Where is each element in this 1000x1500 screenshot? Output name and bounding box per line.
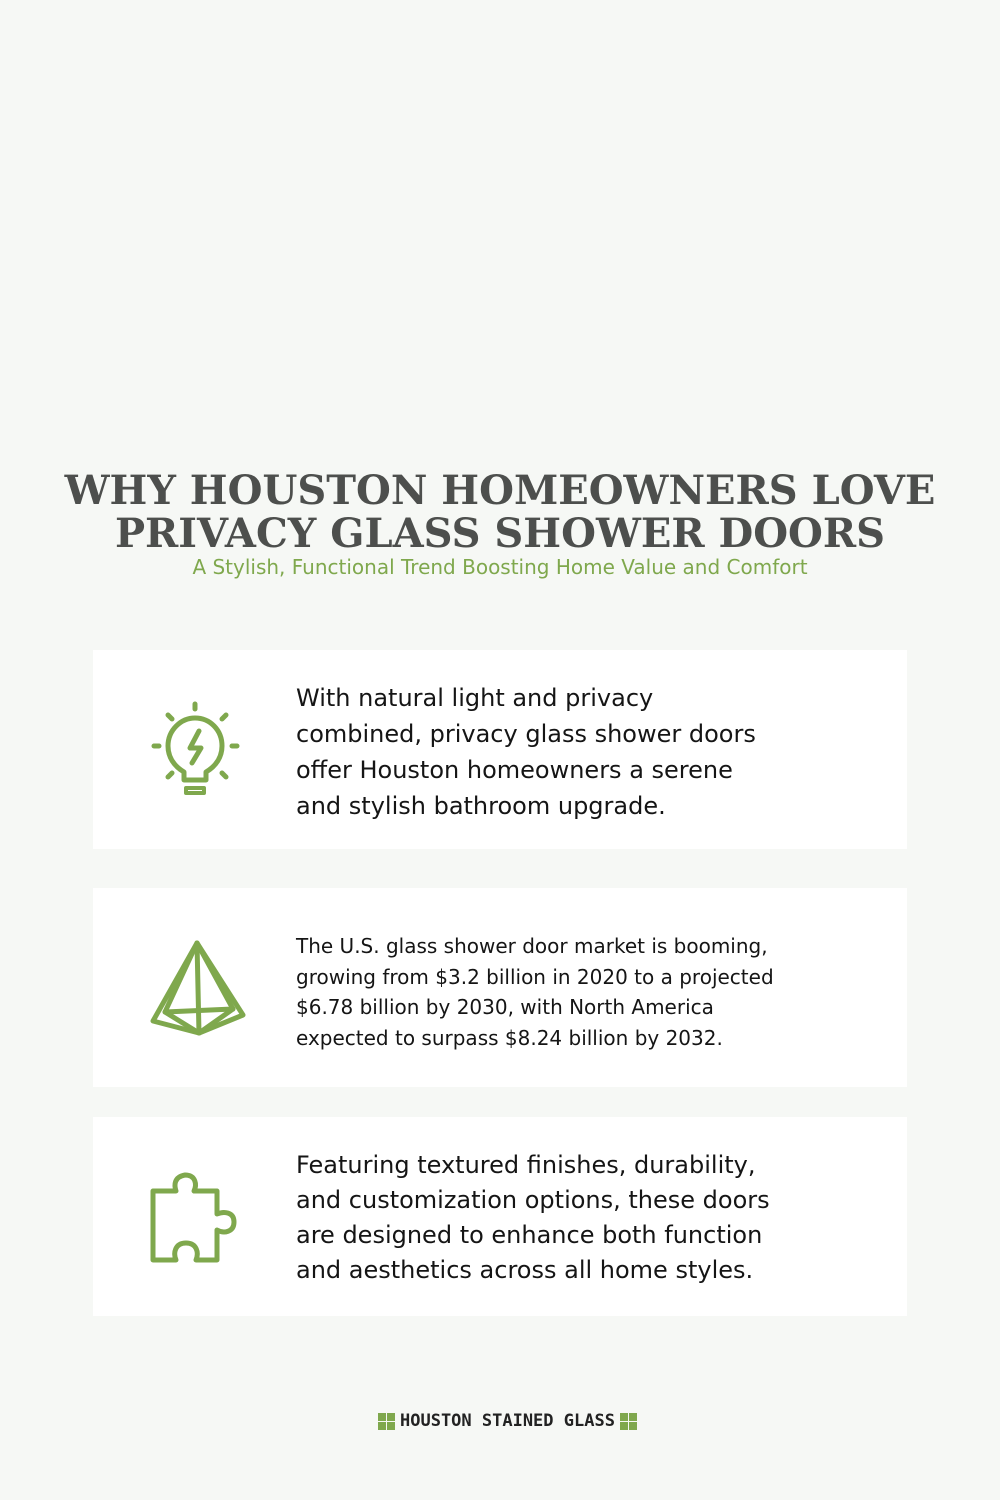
lightbulb-icon (148, 700, 248, 800)
card-text-line: Featuring textured finishes, durability, (296, 1151, 756, 1179)
page-title-line-2: PRIVACY GLASS SHOWER DOORS (114, 509, 886, 557)
card-text-line: growing from $3.2 billion in 2020 to a projected (296, 964, 774, 989)
card-text-line: The U.S. glass shower door market is booming, (296, 934, 768, 958)
card-text-line: and customization options, these doors (296, 1186, 770, 1214)
info-card-natural-light (93, 650, 907, 849)
window-grid-icon (620, 1413, 637, 1430)
card-text (296, 680, 836, 824)
window-grid-icon (378, 1413, 395, 1430)
card-text-line: and aesthetics across all home styles. (296, 1256, 754, 1284)
info-card-features (93, 1117, 907, 1316)
puzzle-piece-icon (148, 1169, 248, 1269)
card-text-line: expected to surpass $8.24 billion by 2032. (296, 1025, 723, 1050)
card-text-line: With natural light and privacy (296, 684, 654, 712)
card-text-line: offer Houston homeowners a serene (296, 756, 733, 784)
card-text-line: combined, privacy glass shower doors (296, 720, 756, 748)
brand-logo (378, 1409, 637, 1433)
card-text-line: and stylish bathroom upgrade. (296, 792, 666, 820)
page-subtitle: A Stylish, Functional Trend Boosting Home Value and Comfort (192, 555, 808, 579)
info-card-market-growth (93, 888, 907, 1087)
pyramid-icon (148, 938, 248, 1038)
page-title-line-1: WHY HOUSTON HOMEOWNERS LOVE (64, 466, 936, 514)
page-title (50, 466, 950, 557)
card-text-line: $6.78 billion by 2030, with North America (296, 995, 714, 1019)
card-text-line: are designed to enhance both function (296, 1221, 763, 1249)
brand-name: HOUSTON STAINED GLASS (400, 1411, 615, 1431)
card-text (296, 931, 836, 1053)
card-text (296, 1148, 836, 1288)
